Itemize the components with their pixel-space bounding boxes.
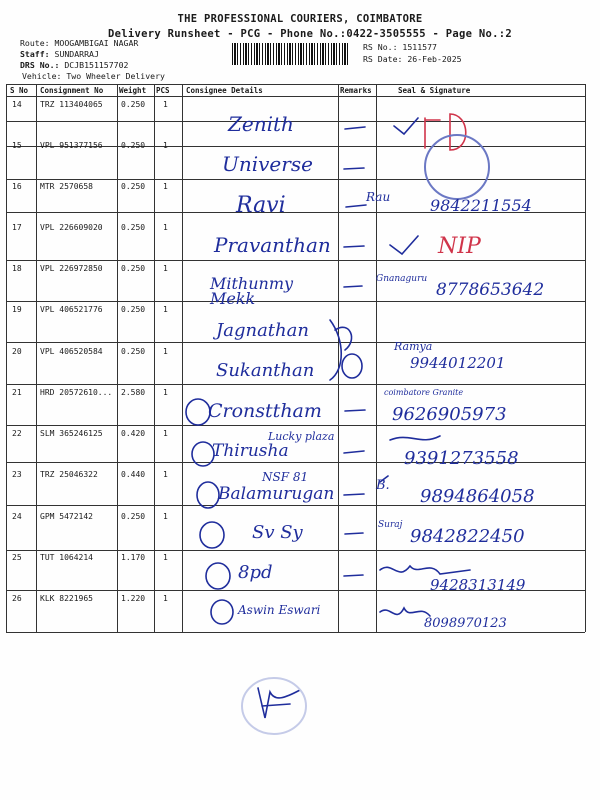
row-consignment: VPL 951377156 — [40, 141, 103, 150]
receiver-phone: 8778653642 — [436, 280, 545, 300]
row-consignment: VPL 406520584 — [40, 347, 103, 356]
delivered-mark — [200, 522, 224, 548]
row-pcs: 1 — [163, 429, 168, 438]
row-pcs: 1 — [163, 182, 168, 191]
remark-dash — [344, 286, 362, 287]
drs-label: DRS No.: — [20, 60, 60, 70]
receiver-name: Ramya — [394, 340, 433, 353]
staff-label: Staff: — [20, 49, 50, 59]
row-consignment: GPM 5472142 — [40, 512, 93, 521]
col-seal-signature: Seal & Signature — [398, 86, 471, 95]
row-weight: 0.420 — [121, 429, 146, 438]
remark-dash — [345, 533, 363, 534]
receiver-name: Gnanaguru — [376, 274, 428, 284]
receiver-phone: 9842822450 — [410, 526, 525, 547]
remark-dash — [344, 168, 364, 169]
row-consignment: TRZ 113404065 — [40, 100, 103, 109]
consignee-handwriting: Jagnathan — [216, 320, 309, 341]
runsheet-subtitle: Delivery Runsheet - PCG - Phone No.:0422-3505555 - Page No.:2 — [108, 28, 512, 40]
remark-dash — [344, 494, 364, 495]
tick-mark — [390, 236, 418, 254]
receiver-initials: B. — [376, 478, 390, 493]
row-sno: 14 — [12, 100, 22, 109]
delivered-mark — [197, 482, 219, 508]
row-pcs: 1 — [163, 512, 168, 521]
row-weight: 0.250 — [121, 305, 146, 314]
rs-date: RS Date: 26-Feb-2025 — [363, 54, 462, 64]
signature-scribble — [390, 436, 440, 440]
remark-dash — [345, 410, 365, 411]
delivered-mark — [206, 563, 230, 589]
col-consignee: Consignee Details — [186, 86, 263, 95]
col-remarks: Remarks — [340, 86, 372, 95]
receiver-name: coimbatore Granite — [384, 388, 464, 397]
receiver-phone: 9626905973 — [392, 404, 507, 425]
row-consignment: SLM 365246125 — [40, 429, 103, 438]
receiver-phone: 9428313149 — [430, 576, 526, 594]
delivered-mark — [186, 399, 210, 425]
consignee-handwriting: Sukanthan — [216, 360, 315, 381]
office-seal-stamp — [424, 134, 490, 200]
receiver-phone: 8098970123 — [424, 616, 507, 631]
receiver-phone: 9842211554 — [430, 196, 532, 215]
remark-dash — [345, 127, 365, 129]
consignee-handwriting: Ravi — [236, 193, 286, 218]
row-weight: 0.250 — [121, 512, 146, 521]
consignee-handwriting: Zenith — [228, 112, 294, 136]
consignee-handwriting: 8pd — [238, 562, 273, 583]
staff-value: SUNDARRAJ — [54, 49, 99, 59]
row-pcs: 1 — [163, 264, 168, 273]
row-weight: 1.170 — [121, 553, 146, 562]
row-sno: 20 — [12, 347, 22, 356]
remark-dash — [344, 451, 364, 453]
row-pcs: 1 — [163, 388, 168, 397]
row-weight: 1.220 — [121, 594, 146, 603]
row-consignment: HRD 20572610... — [40, 388, 113, 397]
np-remark: NIP — [438, 234, 481, 259]
row-consignment: VPL 226609020 — [40, 223, 103, 232]
row-pcs: 1 — [163, 223, 168, 232]
row-consignment: KLK 8221965 — [40, 594, 93, 603]
receiver-phone: 9391273558 — [404, 448, 519, 469]
row-weight: 0.250 — [121, 347, 146, 356]
row-sno: 17 — [12, 223, 22, 232]
row-sno: 15 — [12, 141, 22, 150]
consignee-handwriting: Pravanthan — [214, 233, 331, 257]
row-sno: 16 — [12, 182, 22, 191]
signature-scribble — [380, 566, 470, 574]
row-consignment: TUT 1064214 — [40, 553, 93, 562]
col-pcs: PCS — [156, 86, 170, 95]
drs-value: DCJB151157702 — [64, 60, 129, 70]
signature-loop — [342, 354, 362, 378]
row-pcs: 1 — [163, 347, 168, 356]
row-pcs: 1 — [163, 305, 168, 314]
row-weight: 0.250 — [121, 264, 146, 273]
row-weight: 0.250 — [121, 182, 146, 191]
row-pcs: 1 — [163, 470, 168, 479]
consignee-handwriting: Cronsttham — [208, 400, 322, 422]
consignee-handwriting: Aswin Eswari — [238, 603, 321, 617]
row-pcs: 1 — [163, 141, 168, 150]
row-sno: 18 — [12, 264, 22, 273]
row-weight: 0.250 — [121, 100, 146, 109]
row-consignment: TRZ 25046322 — [40, 470, 98, 479]
signature-scribble — [380, 608, 430, 616]
bottom-signature — [258, 688, 300, 718]
row-consignment: VPL 226972850 — [40, 264, 103, 273]
vehicle-label: Vehicle: Two Wheeler Delivery — [22, 71, 165, 81]
consignee-handwriting: Sv Sy — [252, 522, 303, 543]
receiver-initials: Rau — [366, 190, 391, 204]
receiver-phone: 9944012201 — [410, 354, 506, 372]
row-sno: 26 — [12, 594, 22, 603]
consignee-handwriting: Mithunmy Mekk — [210, 274, 294, 308]
consignee-handwriting: Balamurugan — [218, 484, 335, 504]
row-weight: 0.440 — [121, 470, 146, 479]
consignee-handwriting: Thirusha — [212, 441, 289, 461]
col-weight: Weight — [119, 86, 147, 95]
consignee-handwriting: Universe — [222, 152, 313, 176]
row-sno: 22 — [12, 429, 22, 438]
remark-dash — [346, 205, 366, 207]
row-weight: 0.250 — [121, 223, 146, 232]
receiver-phone: 9894864058 — [420, 486, 535, 507]
company-title: THE PROFESSIONAL COURIERS, COIMBATORE — [177, 13, 423, 25]
row-consignment: VPL 406521776 — [40, 305, 103, 314]
row-sno: 25 — [12, 553, 22, 562]
row-pcs: 1 — [163, 553, 168, 562]
row-sno: 23 — [12, 470, 22, 479]
delivered-mark — [192, 442, 214, 466]
col-sno: S No — [10, 86, 29, 95]
row-pcs: 1 — [163, 594, 168, 603]
rs-number: RS No.: 1511577 — [363, 42, 437, 52]
remark-dash — [344, 246, 364, 247]
row-weight: 0.250 — [121, 141, 146, 150]
row-sno: 19 — [12, 305, 22, 314]
row-sno: 24 — [12, 512, 22, 521]
tick-mark — [394, 118, 418, 134]
lucky-plaza-note: Lucky plaza — [268, 430, 335, 443]
bottom-stamp — [242, 678, 306, 734]
col-consignment: Consignment No — [40, 86, 104, 95]
row-weight: 2.580 — [121, 388, 146, 397]
row-sno: 21 — [12, 388, 22, 397]
route-label: Route: MOOGAMBIGAI NAGAR — [20, 38, 139, 48]
delivered-mark — [211, 600, 233, 624]
signature-swirl — [335, 327, 352, 350]
receiver-initials: Suraj — [378, 520, 403, 530]
remark-dash — [344, 575, 363, 576]
nsf-note: NSF 81 — [262, 470, 309, 484]
row-consignment: MTR 2570658 — [40, 182, 93, 191]
row-pcs: 1 — [163, 100, 168, 109]
